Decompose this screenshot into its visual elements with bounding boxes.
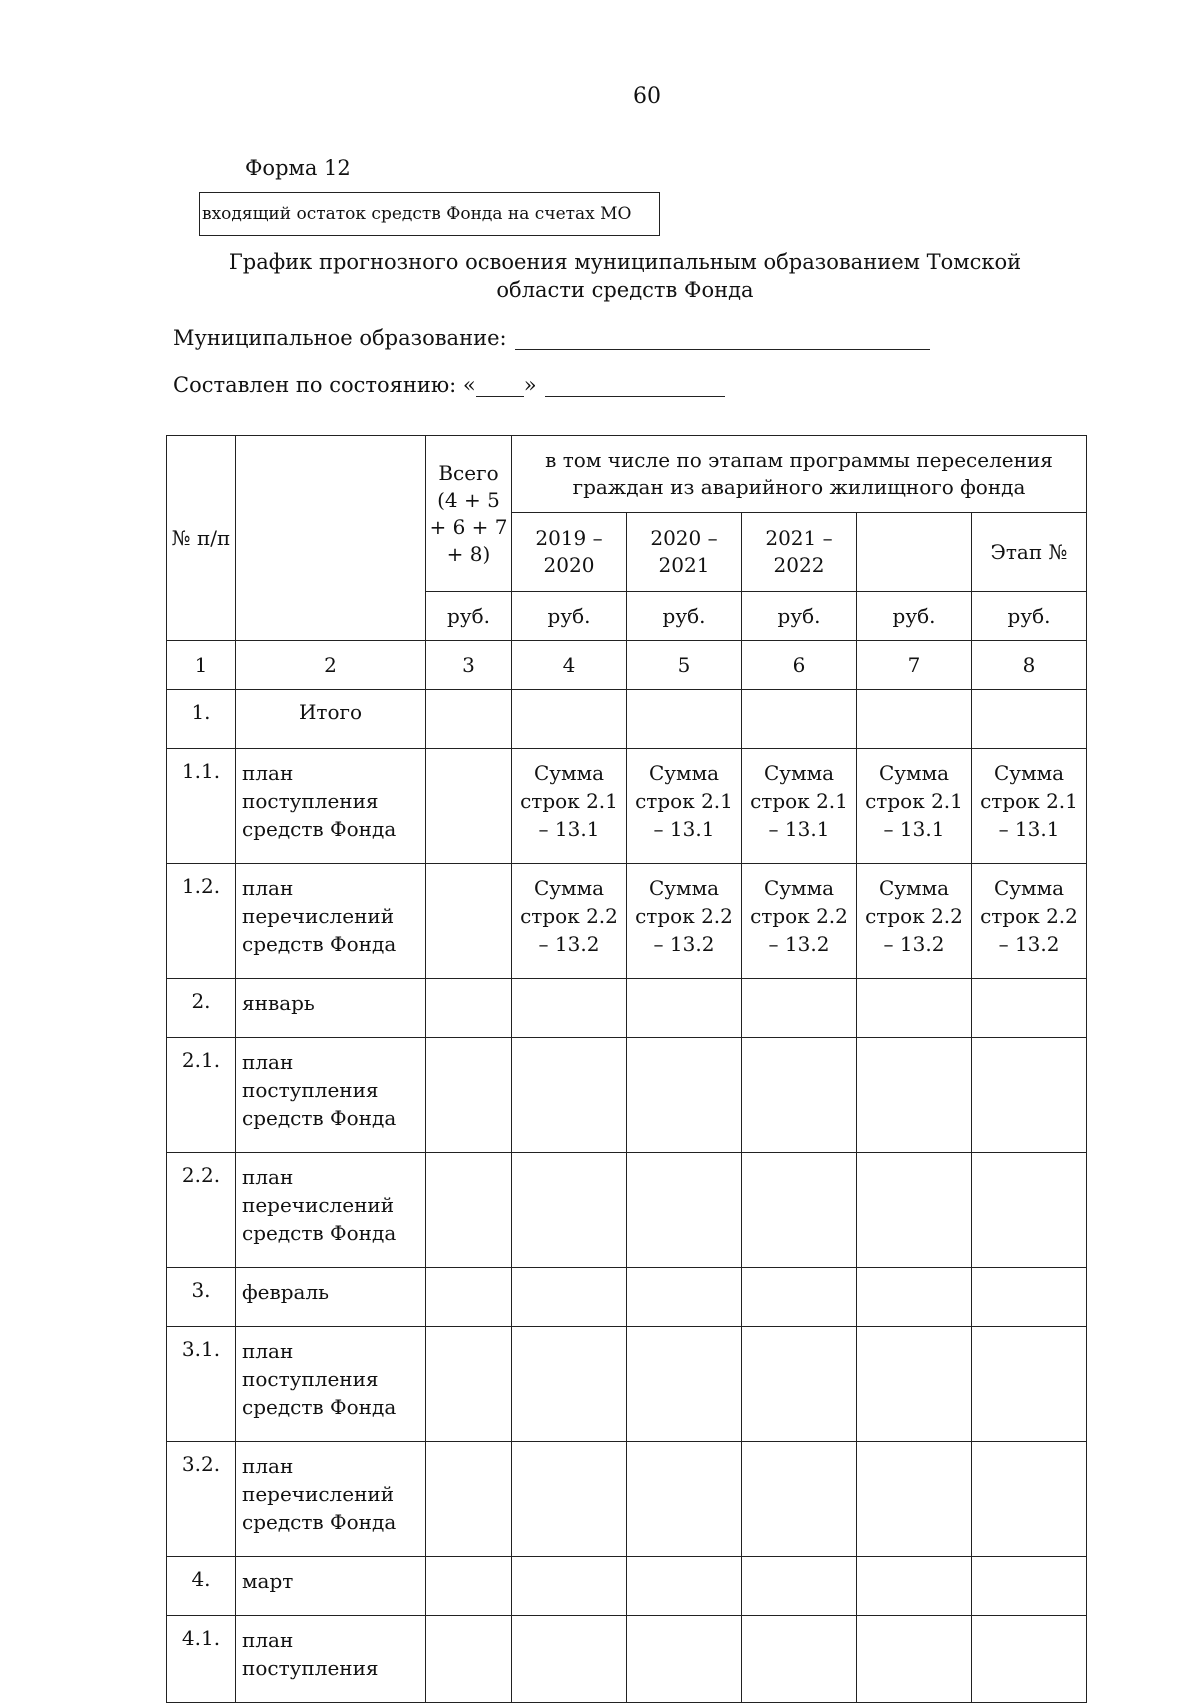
schedule-table [166, 435, 1087, 1703]
header-name-empty [236, 436, 426, 641]
cell-stage-2 [627, 1268, 742, 1327]
table-row [167, 690, 1087, 749]
header-stage-4 [857, 513, 972, 592]
header-stage-5: Этап № [972, 513, 1087, 592]
colnum-6: 6 [742, 641, 857, 690]
colnum-5: 5 [627, 641, 742, 690]
row-number: 3.2. [167, 1442, 236, 1557]
cell-stage-3 [742, 1038, 857, 1153]
balance-box: входящий остаток средств Фонда на счетах МО [199, 192, 660, 236]
cell-stage-1 [512, 1268, 627, 1327]
table-row [167, 1557, 1087, 1616]
table-row [167, 1268, 1087, 1327]
table-row [167, 979, 1087, 1038]
cell-stage-2 [627, 1038, 742, 1153]
table-row [167, 864, 1087, 979]
row-number: 4. [167, 1557, 236, 1616]
cell-stage-4 [857, 1327, 972, 1442]
cell-stage-3 [742, 1442, 857, 1557]
colnum-1: 1 [167, 641, 236, 690]
cell-stage-3 [742, 1153, 857, 1268]
row-label: Итого [236, 690, 426, 749]
unit-stage-4: руб. [857, 592, 972, 641]
cell-stage-4 [857, 1038, 972, 1153]
date-label-prefix: Составлен по состоянию: « [173, 373, 476, 397]
header-total: Всего (4 + 5 + 6 + 7 + 8) [426, 436, 512, 592]
cell-stage-1 [512, 1153, 627, 1268]
row-number: 1.2. [167, 864, 236, 979]
row-label: план поступления [236, 1616, 426, 1703]
unit-stage-1: руб. [512, 592, 627, 641]
row-number: 4.1. [167, 1616, 236, 1703]
row-label: февраль [236, 1268, 426, 1327]
table-row [167, 1327, 1087, 1442]
unit-stage-3: руб. [742, 592, 857, 641]
colnum-8: 8 [972, 641, 1087, 690]
colnum-4: 4 [512, 641, 627, 690]
unit-stage-2: руб. [627, 592, 742, 641]
row-label: план поступления средств Фонда [236, 1327, 426, 1442]
header-stage-2: 2020 – 2021 [627, 513, 742, 592]
cell-stage-1 [512, 1038, 627, 1153]
cell-stage-3 [742, 690, 857, 749]
cell-stage-5 [972, 979, 1087, 1038]
cell-total [426, 690, 512, 749]
cell-stage-4 [857, 1442, 972, 1557]
cell-stage-4 [857, 1557, 972, 1616]
cell-stage-2 [627, 1153, 742, 1268]
cell-stage-2: Сумма строк 2.2 – 13.2 [627, 864, 742, 979]
cell-stage-1 [512, 979, 627, 1038]
municipality-blank [515, 329, 930, 350]
page-number: 60 [633, 84, 661, 109]
cell-stage-4 [857, 979, 972, 1038]
cell-stage-1 [512, 1327, 627, 1442]
cell-stage-3: Сумма строк 2.1 – 13.1 [742, 749, 857, 864]
cell-total [426, 1442, 512, 1557]
row-number: 3.1. [167, 1327, 236, 1442]
cell-stage-5 [972, 1153, 1087, 1268]
cell-stage-2: Сумма строк 2.1 – 13.1 [627, 749, 742, 864]
cell-stage-5: Сумма строк 2.2 – 13.2 [972, 864, 1087, 979]
table-body [167, 690, 1087, 1703]
document-title: График прогнозного освоения муниципальным образованием Томской области средств Фонда [228, 250, 1022, 302]
cell-stage-4 [857, 1616, 972, 1703]
cell-stage-5: Сумма строк 2.1 – 13.1 [972, 749, 1087, 864]
row-number: 2.1. [167, 1038, 236, 1153]
cell-stage-5 [972, 1442, 1087, 1557]
cell-stage-5 [972, 690, 1087, 749]
header-num: № п/п [167, 436, 236, 641]
cell-stage-5 [972, 1616, 1087, 1703]
row-label: план перечислений средств Фонда [236, 864, 426, 979]
cell-total [426, 979, 512, 1038]
table-row [167, 749, 1087, 864]
table-row [167, 1442, 1087, 1557]
cell-stage-2 [627, 1616, 742, 1703]
row-label: январь [236, 979, 426, 1038]
cell-total [426, 1268, 512, 1327]
cell-stage-1: Сумма строк 2.2 – 13.2 [512, 864, 627, 979]
cell-stage-4: Сумма строк 2.1 – 13.1 [857, 749, 972, 864]
cell-total [426, 1557, 512, 1616]
cell-stage-5 [972, 1327, 1087, 1442]
cell-stage-4 [857, 1268, 972, 1327]
row-label: план перечислений средств Фонда [236, 1442, 426, 1557]
cell-stage-4: Сумма строк 2.2 – 13.2 [857, 864, 972, 979]
cell-total [426, 1327, 512, 1442]
header-stage-1: 2019 – 2020 [512, 513, 627, 592]
cell-stage-5 [972, 1557, 1087, 1616]
header-stage-3: 2021 – 2022 [742, 513, 857, 592]
row-label: план поступления средств Фонда [236, 1038, 426, 1153]
row-number: 2.2. [167, 1153, 236, 1268]
table-row [167, 1038, 1087, 1153]
cell-stage-2 [627, 1442, 742, 1557]
table-row [167, 1153, 1087, 1268]
cell-stage-2 [627, 979, 742, 1038]
cell-total [426, 864, 512, 979]
cell-stage-5 [972, 1268, 1087, 1327]
colnum-2: 2 [236, 641, 426, 690]
row-number: 2. [167, 979, 236, 1038]
cell-stage-3: Сумма строк 2.2 – 13.2 [742, 864, 857, 979]
day-blank [476, 378, 524, 397]
cell-stage-1 [512, 1442, 627, 1557]
unit-total: руб. [426, 592, 512, 641]
cell-stage-3 [742, 1557, 857, 1616]
date-line [173, 373, 725, 397]
date-label-mid: » [523, 373, 537, 397]
cell-stage-3 [742, 1327, 857, 1442]
cell-stage-3 [742, 1268, 857, 1327]
cell-stage-1 [512, 1557, 627, 1616]
cell-total [426, 749, 512, 864]
municipality-label: Муниципальное образование: [173, 326, 507, 350]
cell-stage-4 [857, 1153, 972, 1268]
unit-stage-5: руб. [972, 592, 1087, 641]
cell-stage-4 [857, 690, 972, 749]
row-label: план перечислений средств Фонда [236, 1153, 426, 1268]
colnum-3: 3 [426, 641, 512, 690]
colnum-7: 7 [857, 641, 972, 690]
cell-total [426, 1038, 512, 1153]
cell-stage-1: Сумма строк 2.1 – 13.1 [512, 749, 627, 864]
header-stages-group: в том числе по этапам программы переселения граждан из аварийного жилищного фонда [512, 436, 1087, 513]
cell-stage-3 [742, 979, 857, 1038]
table-row [167, 1616, 1087, 1703]
row-number: 1.1. [167, 749, 236, 864]
cell-stage-2 [627, 1557, 742, 1616]
row-number: 3. [167, 1268, 236, 1327]
row-number: 1. [167, 690, 236, 749]
cell-total [426, 1616, 512, 1703]
cell-stage-1 [512, 1616, 627, 1703]
municipality-line [173, 326, 930, 350]
cell-stage-3 [742, 1616, 857, 1703]
row-label: план поступления средств Фонда [236, 749, 426, 864]
row-label: март [236, 1557, 426, 1616]
form-label: Форма 12 [245, 156, 351, 180]
cell-stage-1 [512, 690, 627, 749]
cell-stage-2 [627, 690, 742, 749]
cell-total [426, 1153, 512, 1268]
cell-stage-5 [972, 1038, 1087, 1153]
month-year-blank [545, 378, 725, 397]
cell-stage-2 [627, 1327, 742, 1442]
